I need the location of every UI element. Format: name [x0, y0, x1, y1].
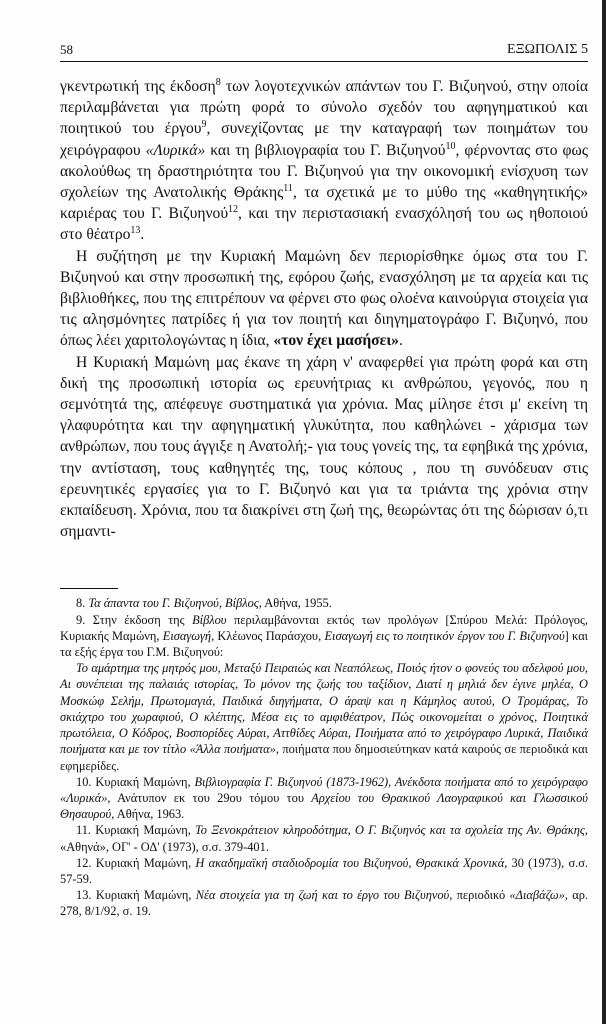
text-run: Στην έκδοση της: [92, 612, 193, 627]
text-run: , 30 (1973), σ.σ. 57-59.: [60, 855, 589, 886]
footnote-12: [60, 855, 588, 887]
text-run: .: [398, 332, 403, 350]
italic-title: Νέα στοιχεία για τη ζωή και το έργο του Βιζυηνού: [195, 888, 450, 903]
bold-quote: «τον έχει μασήσει»: [273, 332, 399, 350]
italic-title: Εισαγωγή εις το ποιητικόν έργον του Γ. Βιζυηνού: [324, 628, 565, 643]
footnote-ref: 12: [228, 204, 239, 216]
text-run: περιλαμβάνονται εκτός των προλόγων [Σπύρου Μελά: Πρόλογος, Κυριακής Μαμώνη,: [60, 612, 589, 643]
text-run: Κυριακή Μαμώνη,: [95, 823, 196, 838]
footnote-9-works: [60, 660, 588, 773]
footnote-separator: [60, 588, 118, 589]
paragraph-2: [60, 246, 588, 352]
footnote-number: 9.: [76, 612, 93, 627]
text-run: , ποιήματα που δημοσιεύτηκαν κατά καιρούς σε περιοδικά και εφημερίδες.: [60, 742, 588, 773]
text-run: , φέρνοντας στο φως ακολούθως τη δραστηριότητα του Γ. Βιζυηνού για την οικονομική ενίσχυση των σχολείων της Ανατολικής Θράκης: [60, 141, 588, 202]
italic-title: «Λυρικά»: [145, 141, 206, 159]
text-run: ] και τα εξής έργα του Γ.Μ. Βιζυηνού:: [60, 628, 589, 660]
footnote-number: 10.: [76, 774, 96, 789]
journal-title: ΕΞΩΠΟΛΙΣ 5: [507, 42, 588, 57]
text-run: , συνεχίζοντας με την καταγραφή των ποιημάτων του χειρόγραφου: [60, 120, 588, 159]
text-run: Η συζήτηση με την Κυριακή Μαμώνη δεν περιορίσθηκε όμως στα του Γ. Βιζυηνού και στην προσωπική της, εφόρου ζωής, ενασχόληση με τα αρχεία και τις βιβλιοθήκες, που της επιτρέπουν να φέρνει στο φως ολοένα καινούργια στοιχεία για τις αλησμόνητες πατρίδες ή για τον ποιητή και διηγηματογράφο Γ. Βιζυηνό, που όπως λέει χαριτολογώντας η ίδια,: [60, 247, 588, 350]
text-run: , και την περιστασιακή ενασχόλησή του ως ηθοποιού στο θέατρο: [60, 205, 588, 244]
italic-title: Αρχείου του Θρακικού Λαογραφικού και Γλωσσικού Θησαυρού: [60, 790, 588, 822]
footnote-number: 13.: [76, 888, 96, 903]
paragraph-1: [60, 76, 588, 246]
text-run: , Αθήνα, 1963.: [111, 807, 185, 822]
italic-title: «Διαβάζω»: [509, 888, 565, 903]
text-run: , Ανάτυπον εκ του 29ου τόμου του: [107, 790, 312, 805]
text-run: , Κλέωνος Παράσχου,: [211, 628, 325, 643]
text-run: Κυριακή Μαμώνη,: [95, 774, 195, 789]
italic-works-list: Το αμάρτημα της μητρός μου, Μεταξύ Πειραιώς και Νεαπόλεως, Ποιός ήτον ο φονεύς του αδελφού μου, Αι συνέπειαι της παλαιάς ιστορίας, Το μόνον της ζωής του ταξίδιον, Διατί η μηλιά δεν έγινε μηλέα, Ο Μοσκώφ Σελήμ, Πρωτομαγιά, Παιδικά διηγήματα, Ο άραψ και η Κάμηλος αυτού, Ο Τρομάρας, Το σκιάχτρο του χωραφιού, Ο κλέπτης, Μέσα εις το αμφιθέατρον, Πώς οικονομείται ο χρόνος, Ποιητικά πρωτόλεια, Ο Κόδρος, Βοσπορίδες Αύραι, Αττθίδες Αύραι, Ποιήματα από το χειρόγραφο Λυρικά, Παιδικά ποιήματα και με τον τίτλο «Άλλα ποιήματα»: [60, 661, 588, 757]
text-run: , αρ. 278, 8/1/92, σ. 19.: [60, 888, 589, 919]
italic-title: Βιβλιογραφία Γ. Βιζυηνού (1873-1962), Ανέκδοτα ποιήματα από το χειρόγραφο «Λυρικά»: [60, 774, 588, 805]
italic-title: Τα άπαντα του Γ. Βιζυηνού, Βίβλος: [88, 596, 259, 611]
footnote-ref: 13: [130, 225, 141, 237]
footnote-ref: 11: [283, 182, 293, 194]
text-run: , τα σχετικά με το μύθο της «καθηγητικής» καριέρας του Γ. Βιζυηνού: [60, 184, 588, 223]
page-number: 58: [60, 42, 73, 57]
footnote-8: [60, 595, 588, 611]
footnote-9: [60, 612, 588, 661]
italic-title: Βίβλου: [192, 612, 227, 627]
footnote-11: [60, 822, 588, 854]
text-run: , περιοδικό: [449, 888, 510, 903]
page-edge-shadow: [602, 0, 606, 1024]
body-text: [60, 76, 588, 542]
footnote-ref: 8: [215, 76, 221, 88]
italic-title: Η ακαδημαϊκή σταδιοδρομία του Βιζυηνού, Θρακικά Χρονικά: [195, 855, 505, 870]
footnote-number: 8.: [76, 596, 89, 611]
footnote-ref: 10: [445, 140, 456, 152]
text-run: .: [140, 226, 145, 244]
text-run: γκεντρωτική της έκδοση: [60, 78, 216, 95]
footnote-ref: 9: [201, 119, 207, 131]
text-run: , Αθήνα, 1955.: [258, 596, 332, 611]
footnote-13: [60, 887, 588, 919]
text-run: και τη βιβλιογραφία του Γ. Βιζυηνού: [205, 141, 446, 159]
text-run: Κυριακή Μαμώνη,: [95, 888, 196, 903]
italic-title: Εισαγωγή: [162, 628, 212, 643]
italic-title: Το Ξενοκράτειον κληροδότημα, Ο Γ. Βιζυηνός και τα σχολεία της Αν. Θράκης: [195, 823, 585, 838]
text-run: Κυριακή Μαμώνη,: [95, 855, 196, 870]
footnote-10: [60, 774, 588, 823]
paragraph-3: Η Κυριακή Μαμώνη μας έκανε τη χάρη ν' αναφερθεί για πρώτη φορά και στη δική της προσωπική ιστορία ως ερευνήτριας κι ανθρώπου, γεγονός, που η σεμνότητά της, απέφευγε συστηματικά για χρόνια. Μας μίλησε έτσι μ' εκείνη τη γλαφυρότητα και την αφηγηματική γλυκύτητα, που καθηλώνει - χάρισμα των ανθρώπων, που τους άγγιξε η Ανατολή;- για τους γονείς της, τα εφηβικά της χρόνια, την αντίσταση, τους καθηγητές της, τους κόπους , που τη συνόδευαν στις ερευνητικές εργασίες για το Γ. Βιζυηνό και για τα τριάντα της χρόνια στην εκπαίδευση. Χρόνια, που τα διακρίνει στη ζωή της, θεωρώντας ότι της δώρισαν ό,τι σημαντι-: [60, 353, 588, 541]
footnote-number: 11.: [76, 823, 96, 838]
footnotes: [60, 595, 588, 919]
text-run: των λογοτεχνικών απάντων του Γ. Βιζυηνού, στην οποία περιλαμβάνεται για πρώτη φορά το σύνολο σχεδόν του αφηγηματικού και ποιητικού του έργου: [60, 78, 588, 138]
document-page: [60, 42, 588, 920]
text-run: , «Αθηνά», ΟΓ' - ΟΔ' (1973), σ.σ. 379-401.: [60, 823, 588, 854]
running-header: [60, 42, 588, 62]
footnote-number: 12.: [76, 855, 96, 870]
